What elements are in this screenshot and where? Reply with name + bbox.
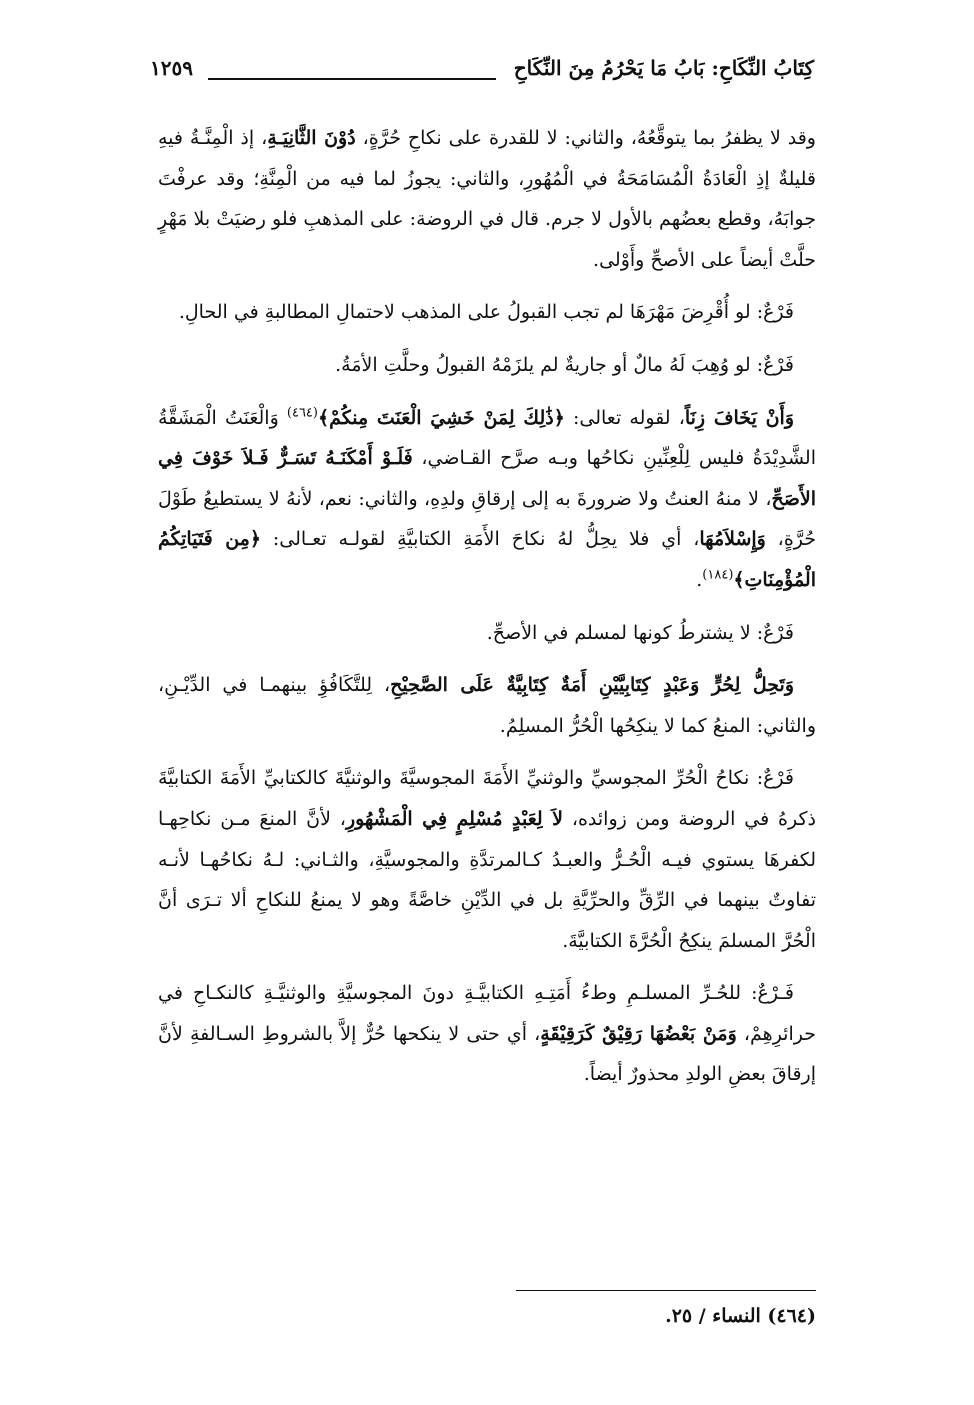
commentary-text: ، أي حتى لا ينكحها حُرٌّ إلاَّ بالشروطِ السـالفةِ لأنَّ إرقاقَ بعضِ الولدِ محذورٌ أيضاً. xyxy=(158,1022,816,1086)
header-rule xyxy=(208,78,496,80)
commentary-text: ، أي فلا يحِلُّ لهُ نكاحَ الأَمَةِ الكتابيَّةِ لقولـه تعـالى: xyxy=(260,528,700,551)
footnote-rule xyxy=(516,1290,816,1291)
commentary-text: فَرْعٌ: لا يشترطُ كونها لمسلم في الأصحِّ. xyxy=(486,621,794,644)
paragraph xyxy=(158,665,816,746)
paragraph xyxy=(158,758,816,961)
quran-verse: ﴿ذَٰلِكَ لِمَنْ خَشِيَ الْعَنَتَ مِنكُمْ﴾ xyxy=(318,406,565,429)
paragraph xyxy=(158,345,816,386)
page-number: ١٢٥٩ xyxy=(150,56,193,80)
commentary-text: . xyxy=(696,568,703,591)
paragraph xyxy=(158,292,816,333)
matn-text: دُوْنَ الثَّانِيَـةِ xyxy=(267,127,356,149)
commentary-text: فَـرْعٌ: للحُـرِّ المسلـمِ وطءُ أَمَتِـهِ الكتابيَّـةِ دونَ المجوسيَّةِ والوثنيَّـةِ كالنكـاحِ في حرائرِهِمْ، xyxy=(158,982,816,1045)
footnote-reference: (٤٦٤) xyxy=(286,405,318,421)
matn-text: وَإِسْلاَمُهَا xyxy=(699,528,766,551)
commentary-text: ، لأنَّ المنعَ مـن نكاحِهـا لكفرهَا يستوي فيـه الْحُـرُّ والعبـدُ كـالمرتدَّةِ والمجوسيَّةِ، والثـاني: لـهُ نكاحُهـا لأنـه تفاوتٌ بينهما في الرِّقِّ والحرِّيَّةِ بل في الدِّيْنِ خاصَّةً وهو لا يمنعُ للنكاحِ ألا تـرَى أنَّ الْحُرَّ المسلمَ ينكِحُ الْحُرَّةَ الكتابيَّةَ. xyxy=(158,807,816,952)
commentary-text: فَرْعٌ: نكاحُ الْحُرِّ المجوسيِّ والوثنيِّ الأَمَةَ المجوسيَّةَ والوثنيَّةَ كالكتابيِّ الأَمَةَ الكتابيَّةَ ذكرهُ في الروضة ومن زوائده، xyxy=(158,767,816,830)
commentary-text: ، لا منهُ العنتُ ولا ضرورةَ به إلى إرقاقِ ولدِهِ، والثاني: نعم، لأنهُ لا يستطيعُ طَوْلَ حُرَّةٍ، xyxy=(158,487,817,551)
commentary-text: ، لقوله تعالى: xyxy=(564,406,685,429)
running-header-title: كِتَابُ النِّكَاحِ: بَابُ مَا يَحْرُمُ مِنَ النِّكَاحِ xyxy=(513,56,814,80)
paragraph xyxy=(158,973,816,1095)
main-text xyxy=(158,118,816,1107)
commentary-text: فَرْعٌ: لو أُقْرِضَ مَهْرَهَا لم تجب القبولُ على المذهب لاحتمالِ المطالبةِ في الحالِ. xyxy=(178,301,794,324)
paragraph xyxy=(158,398,816,601)
matn-text: وَمَنْ بَعْضُهَا رَقِيْقٌ كَرَقِيْقَةٍ xyxy=(540,1022,737,1045)
matn-text: وَأَنْ يَخَافَ زِنَاً xyxy=(684,406,794,429)
paragraph xyxy=(158,613,816,654)
quran-verse: ﴿مِن فَتَيَاتِكُمُ الْمُؤْمِنَاتِ﴾ xyxy=(158,528,816,591)
running-header xyxy=(150,56,814,90)
commentary-text: وقد لا يظفرُ بما يتوقَّعُهُ، والثاني: لا للقدرة على نكاحِ حُرَّةٍ، xyxy=(355,127,816,149)
commentary-text: وَالْعَنَتُ الْمَشَقَّةُ الشَّدِيْدَةُ فليس لِلْعِنِّينِ نكاحُها وبـه صرَّح القـاضي، xyxy=(158,406,816,470)
commentary-text: ، لِلتَّكَافُؤِ بينهمـا في الدِّيْـنِ، والثاني: المنعُ كما لا ينكِحُها الْحُرُّ المسلِمُ. xyxy=(158,674,816,737)
commentary-text: ، إذ الْمِنَّـةُ فيهِ قليلةٌ إذِ الْعَادَةُ الْمُسَامَحَةُ في الْمُهُورِ، والثاني: يجوزُ لما فيه من الْمِنَّةِ؛ وقد عرفْتَ جوابَهُ، وقطع بعضُهم بالأول لا جرم. قال في الروضة: على المذهبِ فلو رضيَتْ بلا مَهْرٍ حلَّتْ أيضاً على الأصحِّ وأَوْلى. xyxy=(158,127,816,271)
matn-text: فَلَـوْ أَمْكَنَـهُ تَسَـرٌّ فَـلاَ خَوْفَ فِي الأَصَحِّ xyxy=(158,447,816,510)
matn-text: لاَ لِعَبْدٍ مُسْلِمٍ فِي الْمَشْهُورِ xyxy=(345,807,563,830)
matn-text: وَتَحِلُّ لِحُرٍّ وَعَبْدٍ كِتَابِيَّيْنِ أَمَةٌ كِتَابِيَّةٌ عَلَى الصَّحِيْحِ xyxy=(390,674,794,697)
footnote: (٤٦٤) النساء / ٢٥. xyxy=(665,1305,816,1327)
paragraph xyxy=(158,118,816,280)
commentary-text: فَرْعٌ: لو وُهِبَ لَهُ مالٌ أو جاريةٌ لم يلزَمْهُ القبولُ وحلَّتِ الأمَةُ. xyxy=(335,353,794,376)
footnote-reference: (١٨٤) xyxy=(702,567,734,583)
